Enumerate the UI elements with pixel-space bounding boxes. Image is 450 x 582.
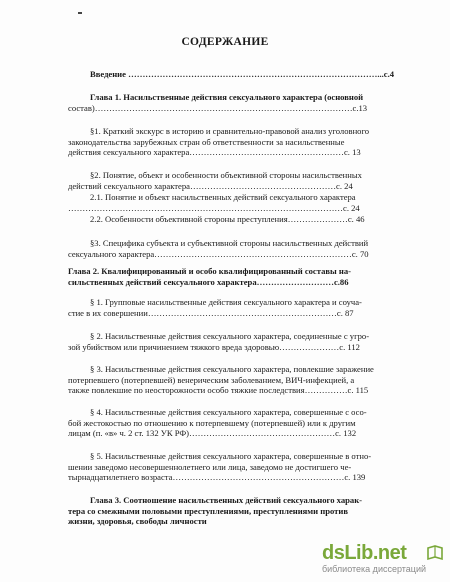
book-mark-icon: [426, 544, 444, 562]
toc-line: действия сексуального характера………………………………………………с. 13: [68, 147, 361, 158]
scan-artifact: [78, 12, 82, 14]
toc-line: Глава 1. Насильственные действия сексуального характера (основной: [90, 92, 364, 102]
toc-entry-chapter-2: [68, 266, 406, 287]
toc-entry-ch1-s2-1: [68, 192, 406, 213]
toc-entry-ch2-s5: [68, 451, 406, 483]
toc-line: шении заведомо несовершеннолетнего или лица, заведомо не достигшего че-: [68, 461, 352, 472]
toc-line: 2.2. Особенности объективной стороны преступления…………………с. 46: [90, 214, 365, 224]
toc-line: потерпевшего (потерпевшей) венерическим заболеванием, ВИЧ-инфекцией, а: [68, 374, 355, 385]
toc-line: бой жестокостью по отношению к потерпевшему (потерпевшей) или к другим: [68, 417, 356, 428]
toc-line: § 3. Насильственные действия сексуального характера, повлекшие заражение: [90, 364, 374, 374]
toc-line: сильственных действий сексуального характера………………………с.86: [68, 276, 349, 287]
toc-entry-chapter-3: [68, 495, 406, 527]
site-watermark: [322, 542, 442, 576]
toc-line: жизни, здоровья, свободы личности: [68, 516, 207, 527]
toc-line: §1. Краткий экскурс в историю и сравнительно-правовой анализ уголовного: [90, 126, 370, 136]
toc-line: состав)………………………………………………………………………………с.13: [68, 102, 368, 113]
page-title: СОДЕРЖАНИЕ: [181, 36, 269, 48]
toc-entry-ch2-s3: [68, 364, 406, 396]
toc-line: §3. Специфика субъекта и субъективной стороны насильственных действий: [90, 238, 369, 248]
toc-line: §2. Понятие, объект и особенности объективной стороны насильственных: [90, 170, 362, 180]
watermark-subtitle: библиотека диссертаций: [322, 564, 427, 574]
toc-line: стие в их совершении…………………………………………………………с. 87: [68, 307, 354, 318]
toc-entry-ch1-s2-2: [68, 214, 406, 225]
toc-line: § 2. Насильственные действия сексуального характера, соединенные с угро-: [90, 331, 370, 341]
toc-line: сексуального характера……………………………………………………………с. 70: [68, 248, 369, 259]
toc-line: Глава 3. Соотношение насильственных действий сексуального харак-: [90, 495, 363, 505]
toc-line: тера со смежными половыми преступлениями, преступлениями против: [68, 505, 348, 516]
toc-entry-ch1-s2: [68, 170, 406, 191]
toc-entry-ch2-s1: [68, 297, 406, 318]
toc-entry-intro: [68, 69, 406, 80]
toc-line: тырнадцатилетнего возраста……………………………………………………с. 139: [68, 472, 366, 483]
toc-entry-ch1-s1: [68, 126, 406, 158]
toc-line: § 4. Насильственные действия сексуального характера, совершенные с осо-: [90, 407, 367, 417]
toc-line: лицам (п. «в» ч. 2 ст. 132 УК РФ)……………………………………………с. 132: [68, 428, 357, 439]
toc-line: также повлекшие по неосторожности особо тяжкие последствия……………с. 115: [68, 385, 369, 396]
toc-line: законодательства зарубежных стран об ответственности за насильственные: [68, 136, 345, 147]
toc-line: Введение ……………………………………………………………………………...с.4: [90, 69, 395, 79]
toc-line: действий сексуального характера……………………………………………с. 24: [68, 180, 353, 191]
toc-line: § 5. Насильственные действия сексуального характера, совершенные в отно-: [90, 451, 372, 461]
toc-line: ……………………………………………………………………………………с. 24: [68, 202, 360, 213]
watermark-logo: dsLib.net: [322, 542, 407, 564]
toc-entry-ch2-s2: [68, 331, 406, 352]
toc-entry-chapter-1: [68, 92, 406, 113]
toc-line: 2.1. Понятие и объект насильственных действий сексуального характера: [90, 192, 356, 202]
toc-line: § 1. Групповые насильственные действия сексуального характера и соуча-: [90, 297, 362, 307]
toc-line: Глава 2. Квалифицированный и особо квалифицированный составы на-: [68, 266, 351, 276]
toc-entry-ch1-s3: [68, 238, 406, 259]
toc-line: зой убийством или причинением тяжкого вреда здоровью…………………с. 112: [68, 341, 360, 352]
toc-entry-ch2-s4: [68, 407, 406, 439]
